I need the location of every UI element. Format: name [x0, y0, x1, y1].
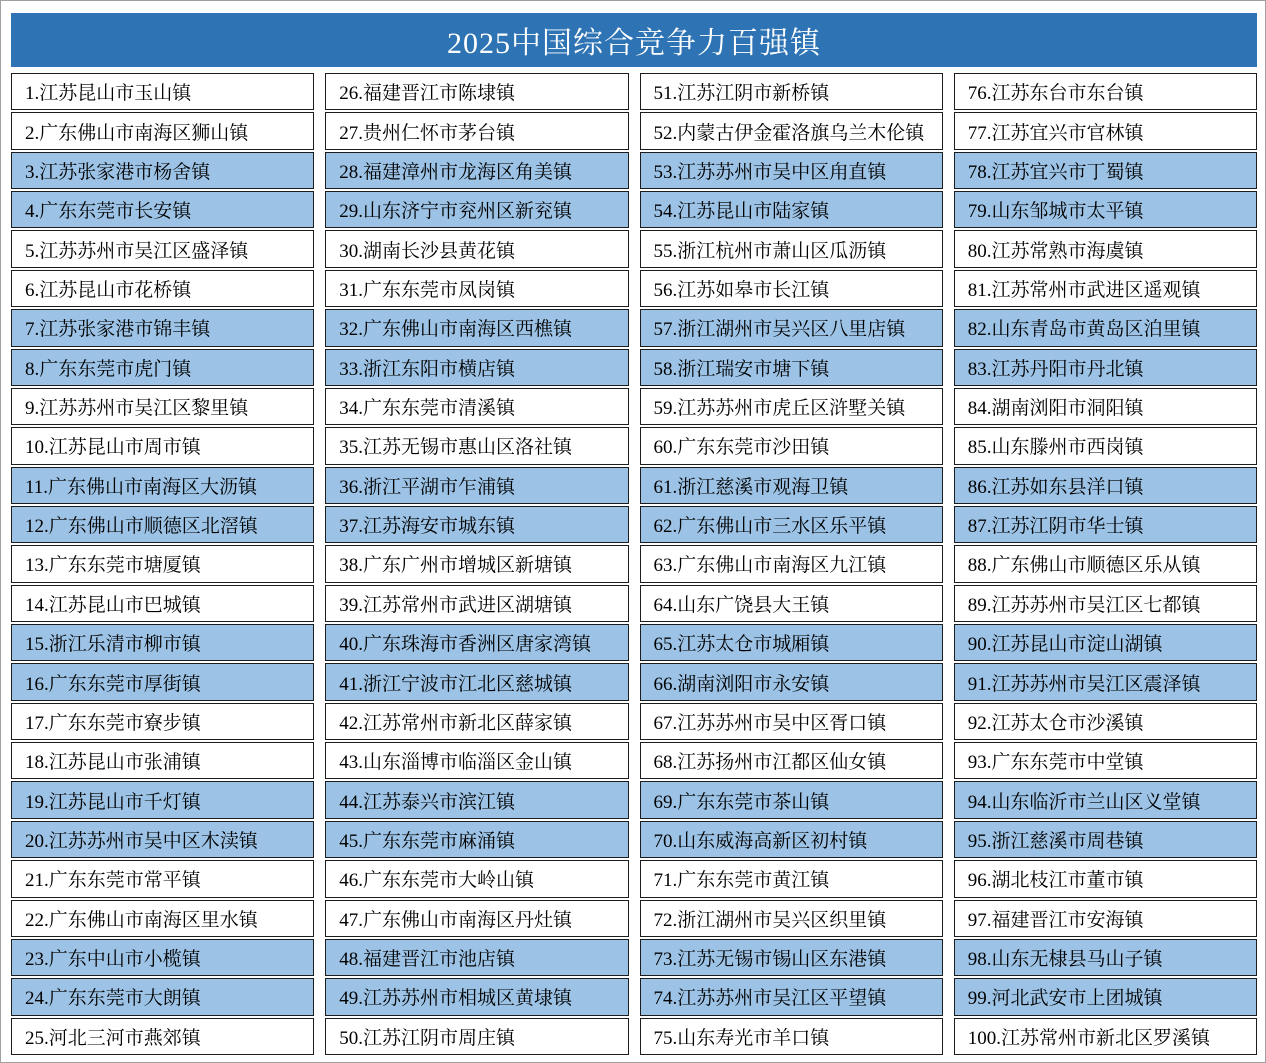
rank-item — [11, 742, 314, 779]
rank-item-label: 24.广东东莞市大朗镇 — [25, 988, 201, 1010]
rank-item — [954, 388, 1257, 425]
rank-item-label: 44.江苏泰兴市滨江镇 — [339, 791, 516, 813]
rank-item — [11, 900, 314, 937]
rank-item — [11, 270, 314, 307]
rank-item — [640, 900, 943, 937]
rank-item-label: 87.江苏江阴市华士镇 — [967, 516, 1144, 538]
rank-item-label: 37.江苏海安市城东镇 — [339, 516, 516, 538]
rank-item-label: 86.江苏如东县洋口镇 — [967, 476, 1144, 498]
rank-item-label: 15.浙江乐清市柳市镇 — [25, 634, 201, 656]
rank-item-label: 51.江苏江阴市新桥镇 — [653, 83, 830, 105]
rank-item — [640, 860, 943, 897]
rank-item — [11, 978, 314, 1015]
rank-item — [325, 506, 628, 543]
rank-item — [640, 349, 943, 386]
rank-item-label: 76.江苏东台市东台镇 — [967, 83, 1144, 105]
rank-item — [11, 467, 314, 504]
rank-item — [954, 742, 1257, 779]
rank-item-label: 91.江苏苏州市吴江区震泽镇 — [967, 673, 1201, 695]
rank-item-label: 50.江苏江阴市周庄镇 — [339, 1027, 516, 1049]
rank-item-label: 54.江苏昆山市陆家镇 — [653, 201, 830, 223]
rank-item — [640, 152, 943, 189]
rank-item-label: 5.江苏苏州市吴江区盛泽镇 — [25, 240, 249, 262]
rank-item — [640, 270, 943, 307]
rank-item-label: 79.山东邹城市太平镇 — [967, 201, 1144, 223]
rank-item — [11, 703, 314, 740]
title-banner — [11, 13, 1257, 67]
rank-item-label: 1.江苏昆山市玉山镇 — [25, 83, 192, 105]
rank-item-label: 84.湖南浏阳市洞阳镇 — [967, 398, 1144, 420]
rank-item-label: 60.广东东莞市沙田镇 — [653, 437, 830, 459]
rank-item — [954, 781, 1257, 818]
rank-item-label: 46.广东东莞市大岭山镇 — [339, 870, 535, 892]
rank-item-label: 55.浙江杭州市萧山区瓜沥镇 — [653, 240, 887, 262]
rank-item — [11, 349, 314, 386]
rank-item-label: 69.广东东莞市茶山镇 — [653, 791, 830, 813]
rank-item-label: 52.内蒙古伊金霍洛旗乌兰木伦镇 — [653, 122, 925, 144]
rank-item — [325, 388, 628, 425]
rank-item — [640, 742, 943, 779]
rank-item — [640, 467, 943, 504]
rank-item-label: 70.山东威海高新区初村镇 — [653, 831, 868, 852]
rank-item-label: 36.浙江平湖市乍浦镇 — [339, 476, 516, 498]
rank-item-label: 23.广东中山市小榄镇 — [25, 949, 201, 971]
rank-item — [954, 939, 1257, 976]
rank-item-label: 74.江苏苏州市吴江区平望镇 — [653, 988, 887, 1010]
rank-item-label: 49.江苏苏州市相城区黄埭镇 — [339, 988, 573, 1010]
rank-item-label: 33.浙江东阳市横店镇 — [339, 358, 516, 380]
rank-item-label: 62.广东佛山市三水区乐平镇 — [653, 516, 887, 538]
rank-item — [640, 1018, 943, 1055]
rank-item — [11, 663, 314, 700]
rank-item-label: 4.广东东莞市长安镇 — [25, 201, 192, 223]
rank-item — [954, 545, 1257, 582]
rank-item-label: 96.湖北枝江市董市镇 — [967, 870, 1144, 892]
rank-item — [11, 112, 314, 149]
rank-item — [640, 388, 943, 425]
rank-item — [954, 349, 1257, 386]
rank-item — [325, 821, 628, 858]
rank-item-label: 27.贵州仁怀市茅台镇 — [339, 122, 516, 144]
rank-item — [11, 191, 314, 228]
rank-item — [640, 821, 943, 858]
rank-item — [11, 585, 314, 622]
rank-item — [325, 781, 628, 818]
rank-item — [325, 230, 628, 267]
rank-item-label: 53.江苏苏州市吴中区甪直镇 — [653, 161, 887, 183]
rank-item — [954, 506, 1257, 543]
rank-item — [640, 230, 943, 267]
rank-item — [954, 585, 1257, 622]
rank-item — [11, 624, 314, 661]
rank-item-label: 56.江苏如皋市长江镇 — [653, 279, 830, 301]
rank-item-label: 29.山东济宁市兖州区新兖镇 — [339, 201, 573, 223]
rank-item-label: 90.江苏昆山市淀山湖镇 — [967, 634, 1163, 656]
rank-item-label: 64.山东广饶县大王镇 — [653, 594, 830, 616]
rank-item — [11, 152, 314, 189]
rank-item — [954, 821, 1257, 858]
rank-item-label: 35.江苏无锡市惠山区洛社镇 — [339, 437, 573, 459]
rank-item-label: 88.广东佛山市顺德区乐从镇 — [967, 555, 1201, 577]
rank-item-label: 82.山东青岛市黄岛区泊里镇 — [967, 319, 1201, 341]
rank-item — [640, 309, 943, 346]
rank-item — [954, 467, 1257, 504]
rank-item — [11, 781, 314, 818]
rank-item-label: 42.江苏常州市新北区薛家镇 — [339, 712, 573, 734]
rank-item-label: 48.福建晋江市池店镇 — [339, 949, 516, 971]
rank-item — [325, 742, 628, 779]
rank-item-label: 80.江苏常熟市海虞镇 — [967, 240, 1144, 262]
rank-item-label: 83.江苏丹阳市丹北镇 — [967, 358, 1144, 380]
rank-item-label: 18.江苏昆山市张浦镇 — [25, 752, 201, 774]
rank-item — [640, 73, 943, 110]
rank-item — [954, 152, 1257, 189]
rank-item — [11, 821, 314, 858]
rank-item-label: 57.浙江湖州市吴兴区八里店镇 — [653, 319, 906, 341]
rank-item-label: 71.广东东莞市黄江镇 — [653, 870, 830, 892]
rank-item — [325, 585, 628, 622]
ranking-column — [640, 73, 943, 1055]
rank-item-label: 6.江苏昆山市花桥镇 — [25, 279, 192, 301]
rank-item — [954, 663, 1257, 700]
rank-item — [11, 860, 314, 897]
rank-item — [325, 349, 628, 386]
rank-item-label: 81.江苏常州市武进区遥观镇 — [967, 279, 1201, 301]
rank-item-label: 16.广东东莞市厚街镇 — [25, 673, 201, 695]
rank-item — [640, 112, 943, 149]
rank-item — [325, 427, 628, 464]
rank-item — [954, 309, 1257, 346]
rank-item — [11, 939, 314, 976]
rank-item-label: 26.福建晋江市陈埭镇 — [339, 83, 516, 105]
rank-item — [954, 427, 1257, 464]
rank-item — [325, 703, 628, 740]
rank-item-label: 99.河北武安市上团城镇 — [967, 988, 1163, 1010]
rank-item-label: 75.山东寿光市羊口镇 — [653, 1027, 830, 1049]
rank-item-label: 65.江苏太仓市城厢镇 — [653, 634, 830, 656]
rank-item — [954, 860, 1257, 897]
rank-item-label: 7.江苏张家港市锦丰镇 — [25, 319, 211, 341]
rank-item-label: 21.广东东莞市常平镇 — [25, 870, 201, 892]
rank-item-label: 28.福建漳州市龙海区角美镇 — [339, 161, 573, 183]
rank-item-label: 11.广东佛山市南海区大沥镇 — [25, 476, 258, 498]
rank-item-label: 9.江苏苏州市吴江区黎里镇 — [25, 398, 249, 420]
rank-item — [954, 112, 1257, 149]
ranking-grid — [11, 73, 1257, 1055]
rank-item-label: 39.江苏常州市武进区湖塘镇 — [339, 594, 573, 616]
rank-item — [640, 939, 943, 976]
rank-item — [11, 388, 314, 425]
rank-item — [325, 270, 628, 307]
rank-item — [325, 545, 628, 582]
rank-item — [954, 900, 1257, 937]
rank-item-label: 12.广东佛山市顺德区北滘镇 — [25, 516, 258, 538]
rank-item — [640, 703, 943, 740]
rank-item-label: 100.江苏常州市新北区罗溪镇 — [967, 1027, 1211, 1049]
rank-item — [11, 506, 314, 543]
rank-item-label: 72.浙江湖州市吴兴区织里镇 — [653, 909, 887, 931]
rank-item — [954, 191, 1257, 228]
rank-item-label: 61.浙江慈溪市观海卫镇 — [653, 476, 849, 498]
rank-item — [11, 73, 314, 110]
rank-item — [325, 73, 628, 110]
rank-item-label: 85.山东滕州市西岗镇 — [967, 437, 1144, 459]
rank-item — [325, 1018, 628, 1055]
rank-item-label: 66.湖南浏阳市永安镇 — [653, 673, 830, 695]
rank-item-label: 31.广东东莞市凤岗镇 — [339, 279, 516, 301]
rank-item — [325, 191, 628, 228]
rank-item — [11, 309, 314, 346]
rank-item — [11, 1018, 314, 1055]
rank-item-label: 43.山东淄博市临淄区金山镇 — [339, 752, 573, 774]
rank-item-label: 89.江苏苏州市吴江区七都镇 — [967, 594, 1201, 616]
rank-item — [325, 152, 628, 189]
rank-item — [11, 427, 314, 464]
rank-item — [325, 860, 628, 897]
rank-item — [325, 467, 628, 504]
rank-item-label: 19.江苏昆山市千灯镇 — [25, 791, 201, 813]
rank-item — [954, 624, 1257, 661]
rank-item-label: 59.江苏苏州市虎丘区浒墅关镇 — [653, 398, 906, 420]
rank-item-label: 78.江苏宜兴市丁蜀镇 — [967, 161, 1144, 183]
rank-item — [640, 585, 943, 622]
rank-item — [640, 545, 943, 582]
rank-item-label: 93.广东东莞市中堂镇 — [967, 752, 1144, 774]
rank-item — [954, 230, 1257, 267]
rank-item-label: 63.广东佛山市南海区九江镇 — [653, 555, 887, 577]
rank-item-label: 40.广东珠海市香洲区唐家湾镇 — [339, 634, 592, 656]
rank-item — [640, 427, 943, 464]
rank-item — [954, 978, 1257, 1015]
rank-item-label: 20.江苏苏州市吴中区木渎镇 — [25, 831, 258, 852]
rank-item — [640, 781, 943, 818]
rank-item — [640, 663, 943, 700]
rank-item-label: 17.广东东莞市寮步镇 — [25, 712, 201, 734]
rank-item-label: 73.江苏无锡市锡山区东港镇 — [653, 949, 887, 971]
rank-item — [325, 663, 628, 700]
rank-item-label: 94.山东临沂市兰山区义堂镇 — [967, 791, 1201, 813]
rank-item — [954, 73, 1257, 110]
rank-item-label: 22.广东佛山市南海区里水镇 — [25, 909, 258, 931]
rank-item-label: 38.广东广州市增城区新塘镇 — [339, 555, 573, 577]
rank-item-label: 10.江苏昆山市周市镇 — [25, 437, 201, 459]
ranking-column — [325, 73, 628, 1055]
page-title: 2025中国综合竞争力百强镇 — [447, 27, 821, 60]
rank-item — [954, 270, 1257, 307]
rank-item-label: 34.广东东莞市清溪镇 — [339, 398, 516, 420]
rank-item-label: 77.江苏宜兴市官林镇 — [967, 122, 1144, 144]
rank-item-label: 47.广东佛山市南海区丹灶镇 — [339, 909, 573, 931]
rank-item-label: 97.福建晋江市安海镇 — [967, 909, 1144, 931]
rank-item — [325, 900, 628, 937]
rank-item — [640, 506, 943, 543]
rank-item — [11, 230, 314, 267]
rank-item — [954, 1018, 1257, 1055]
ranking-column — [954, 73, 1257, 1055]
rank-item — [954, 703, 1257, 740]
rank-item-label: 95.浙江慈溪市周巷镇 — [967, 831, 1144, 852]
rank-item-label: 67.江苏苏州市吴中区胥口镇 — [653, 712, 887, 734]
rank-item — [11, 545, 314, 582]
rank-item — [325, 939, 628, 976]
rank-item-label: 14.江苏昆山市巴城镇 — [25, 594, 201, 616]
ranking-column — [11, 73, 314, 1055]
rank-item-label: 92.江苏太仓市沙溪镇 — [967, 712, 1144, 734]
rank-item-label: 45.广东东莞市麻涌镇 — [339, 831, 516, 852]
rank-item — [640, 978, 943, 1015]
rank-item — [640, 624, 943, 661]
rank-item-label: 32.广东佛山市南海区西樵镇 — [339, 319, 573, 341]
rank-item-label: 25.河北三河市燕郊镇 — [25, 1027, 201, 1049]
rank-item-label: 13.广东东莞市塘厦镇 — [25, 555, 201, 577]
rank-item-label: 41.浙江宁波市江北区慈城镇 — [339, 673, 573, 695]
rank-item-label: 8.广东东莞市虎门镇 — [25, 358, 192, 380]
rank-item — [325, 624, 628, 661]
rank-item-label: 58.浙江瑞安市塘下镇 — [653, 358, 830, 380]
rank-item-label: 3.江苏张家港市杨舍镇 — [25, 161, 211, 183]
rank-item — [640, 191, 943, 228]
rank-item — [325, 978, 628, 1015]
rank-item-label: 2.广东佛山市南海区狮山镇 — [25, 122, 249, 144]
rank-item — [325, 112, 628, 149]
rank-item — [325, 309, 628, 346]
rank-item-label: 98.山东无棣县马山子镇 — [967, 949, 1163, 971]
rank-item-label: 68.江苏扬州市江都区仙女镇 — [653, 752, 887, 774]
rank-item-label: 30.湖南长沙县黄花镇 — [339, 240, 516, 262]
